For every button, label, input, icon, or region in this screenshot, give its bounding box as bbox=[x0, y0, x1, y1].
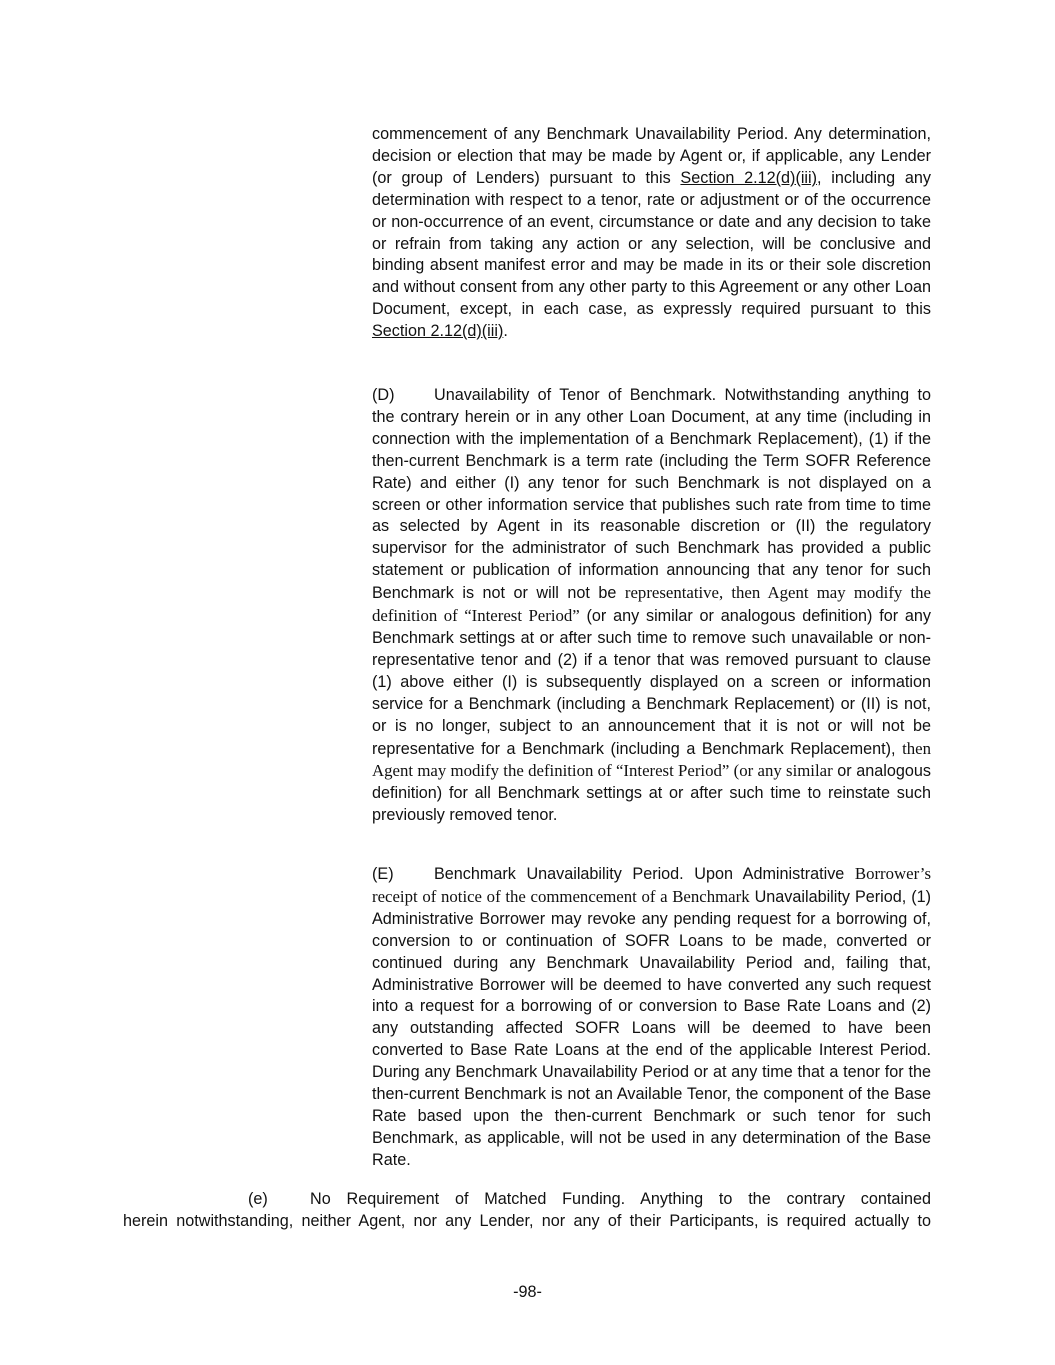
paragraph-no-requirement-matched-funding bbox=[123, 1189, 931, 1233]
clause-heading: No Requirement of Matched Funding. bbox=[310, 1190, 626, 1208]
page-number: -98- bbox=[513, 1283, 542, 1301]
paragraph-text: Borrower’s receipt of notice of the commencement of a Benchmark bbox=[372, 864, 931, 906]
clause-heading: Benchmark Unavailability Period. bbox=[434, 865, 684, 883]
paragraph-unavailability-of-tenor bbox=[372, 385, 931, 827]
paragraph-text: Anything to the contrary contained bbox=[625, 1190, 931, 1208]
clause-number: (e) bbox=[248, 1190, 268, 1208]
paragraph-text: . bbox=[503, 322, 508, 341]
paragraph-text: representative, then Agent may modify the definition of “Interest Period” bbox=[372, 583, 931, 626]
paragraph-first-line bbox=[123, 1189, 931, 1211]
paragraph-text: herein notwithstanding, neither Agent, nor any Lender, nor any of their Participants, is required actually to bbox=[123, 1211, 931, 1230]
paragraph-text: or analogous definition) for all Benchmark settings at or after such time to reinstate such previously removed tenor. bbox=[372, 762, 931, 825]
section-reference-link: Section 2.12(d)(iii) bbox=[680, 168, 818, 187]
paragraph-benchmark-unavailability-period bbox=[372, 863, 931, 1172]
paragraph-text: commencement of any Benchmark Unavailability Period. Any determination, decision or election that may be made by Agent or, if applicable, any Lender (or group of Lenders) pursuant to this bbox=[372, 125, 931, 187]
paragraph-text: Unavailability Period, (1) Administrative Borrower may revoke any pending request for a borrowing of, conversion to or continuation of SOFR Loans to be made, converted or continued during any Benchmark Unavailability Period and, failing that, Administrative Borrower will be deemed to have converted any such request into a request for a borrowing of or conversion to Base Rate Loans and (2) any outstanding affected SOFR Loans will be deemed to have been converted to Base Rate Loans at the end of the applicable Interest Period. During any Benchmark Unavailability Period or at any time that a tenor for the then-current Benchmark is not an Available Tenor, the component of the Base Rate based upon the then-current Benchmark or such tenor for such Benchmark, as applicable, will not be used in any determination of the Base Rate. bbox=[372, 887, 932, 1169]
clause-number: (D) bbox=[372, 386, 395, 404]
section-reference-link: Section 2.12(d)(iii) bbox=[372, 322, 504, 341]
paragraph-benchmark-determination bbox=[372, 124, 931, 343]
clause-number: (E) bbox=[372, 865, 394, 883]
paragraph-text: , including any determination with respect to a tenor, rate or adjustment or of the occurrence or non-occurrence of an event, circumstance or date and any decision to take or refrain from taking any action or any selection, will be conclusive and binding absent manifest error and may be made in its or their sole discretion and without consent from any other party to this Agreement or any other Loan Document, except, in each case, as expressly required pursuant to this bbox=[372, 168, 931, 319]
paragraph-text: then Agent may modify the definition of “Interest Period” (or any similar bbox=[372, 738, 931, 781]
paragraph-text: Upon Administrative bbox=[683, 865, 855, 883]
paragraph-text: (or any similar or analogous definition) for any Benchmark settings at or after such time to remove such unavailable or non-representative tenor and (2) if a tenor that was removed pursuant to clause (1) above either (I) is subsequently displayed on a screen or information service for a Benchmark (including a Benchmark Replacement) or (II) is not, or is no longer, subject to an announcement that it is not or will not be representative for a Benchmark (including a Benchmark Replacement), bbox=[372, 607, 932, 758]
paragraph-text: Notwithstanding anything to the contrary herein or in any other Loan Document, at any time (including in connection with the implementation of a Benchmark Replacement), (1) if the then-current Benchmark is a term rate (including the Term SOFR Reference Rate) and either (I) any tenor for such Benchmark is not displayed on a screen or other information service that publishes such rate from time to time as selected by Agent in its reasonable discretion or (II) the regulatory supervisor for the administrator of such Benchmark has provided a public statement or publication of information announcing that any tenor for such Benchmark is not or will not be bbox=[372, 386, 931, 603]
clause-heading: Unavailability of Tenor of Benchmark. bbox=[434, 386, 717, 404]
